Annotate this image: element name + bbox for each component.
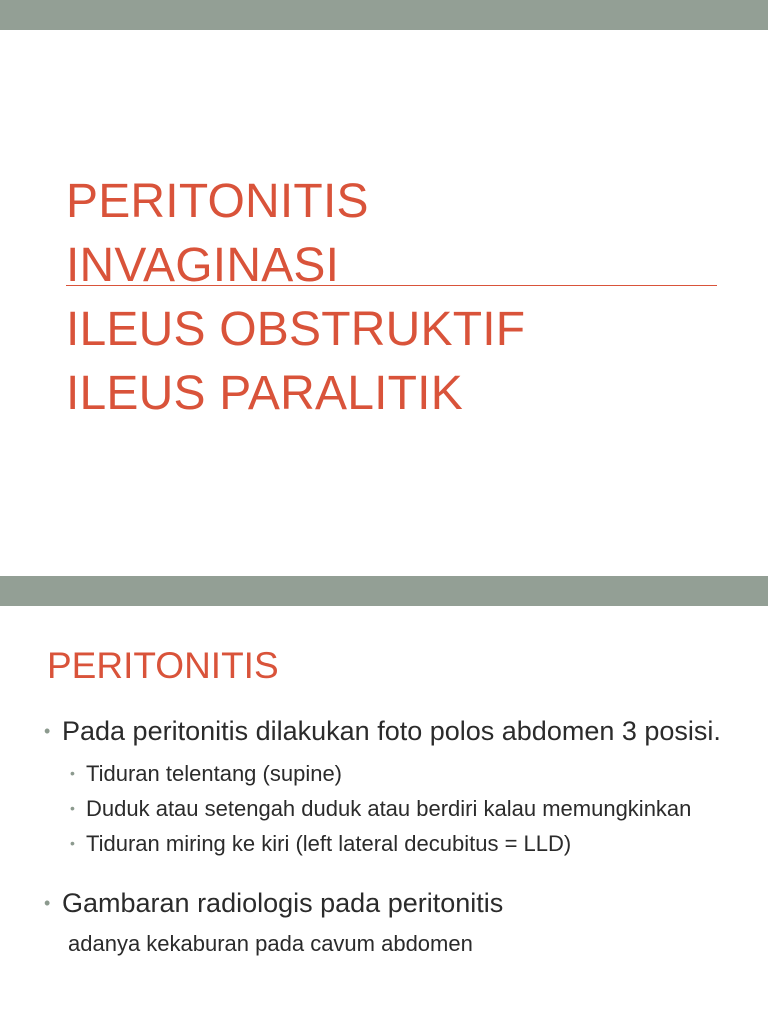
sub-bullet-list bbox=[62, 759, 744, 858]
slide-title-text bbox=[66, 170, 726, 426]
sub-bullet-text: adanya kekaburan pada cavum abdomen bbox=[68, 931, 473, 956]
bullet-icon: • bbox=[44, 893, 51, 913]
title-line-2: INVAGINASI bbox=[66, 239, 340, 292]
bullet-icon: • bbox=[44, 721, 51, 741]
sub-bullet-text: Tiduran miring ke kiri (left lateral decubitus = LLD) bbox=[86, 831, 572, 856]
sub-bullet-item bbox=[70, 794, 744, 823]
bullet-text: Gambaran radiologis pada peritonitis bbox=[62, 888, 504, 918]
slide-content bbox=[0, 606, 768, 1024]
title-line-1: PERITONITIS bbox=[66, 175, 369, 228]
title-divider bbox=[66, 285, 717, 286]
bullet-item bbox=[44, 886, 744, 921]
sub-bullet-text: Tiduran telentang (supine) bbox=[86, 761, 343, 786]
bullet-text: Pada peritonitis dilakukan foto polos abdomen 3 posisi. bbox=[62, 716, 721, 746]
title-line-4: ILEUS PARALITIK bbox=[66, 367, 463, 420]
sub-bullet-icon: • bbox=[70, 800, 75, 816]
sub-bullet-icon: • bbox=[70, 835, 75, 851]
sub-bullet-item-partial bbox=[44, 929, 744, 958]
bullet-list bbox=[44, 714, 744, 958]
slide-title bbox=[0, 30, 768, 576]
bullet-item bbox=[44, 714, 744, 858]
sub-bullet-item bbox=[70, 759, 744, 788]
sub-bullet-text: Duduk atau setengah duduk atau berdiri kalau memungkinkan bbox=[86, 796, 692, 821]
sub-bullet-icon: • bbox=[70, 765, 75, 781]
slide-heading: PERITONITIS bbox=[47, 645, 279, 686]
slide-separator bbox=[0, 576, 768, 606]
sub-bullet-item bbox=[70, 829, 744, 858]
slide-separator-top bbox=[0, 0, 768, 30]
spacer bbox=[44, 864, 744, 886]
title-line-3: ILEUS OBSTRUKTIF bbox=[66, 303, 526, 356]
